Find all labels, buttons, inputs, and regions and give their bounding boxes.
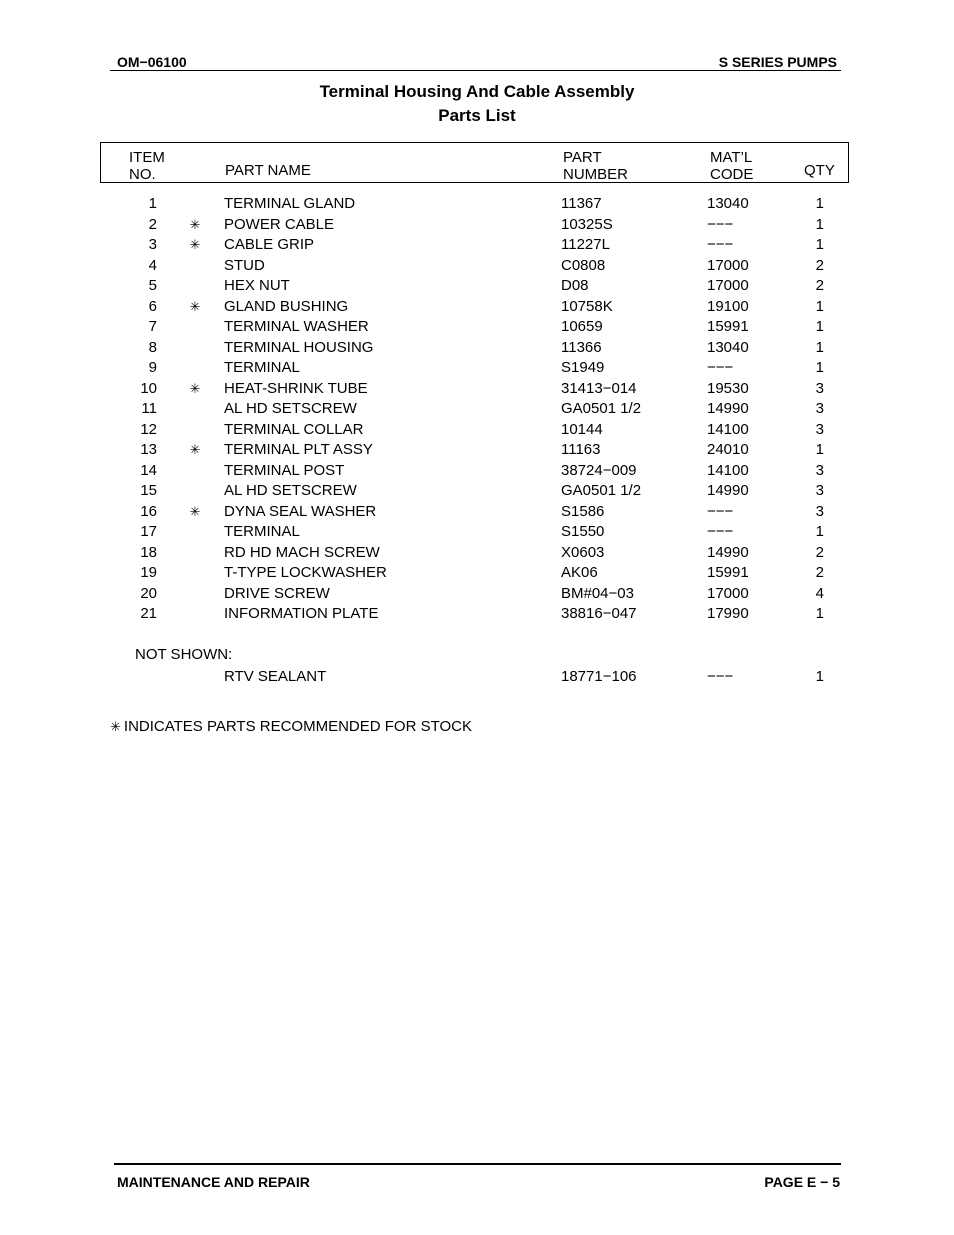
matl-code: 14990 [707,543,749,561]
table-row [0,563,954,584]
qty: 3 [815,461,824,479]
qty: 1 [815,359,824,376]
item-no: 6 [148,297,157,315]
page-number: PAGE E − 5 [764,1174,840,1190]
qty: 2 [815,543,824,561]
part-name: TERMINAL [224,359,300,376]
matl-code: 19530 [707,379,749,397]
item-no: 17 [140,523,157,540]
part-name: RTV SEALANT [224,668,327,685]
table-row [0,338,954,359]
table-row [0,276,954,297]
item-no: 16 [140,502,157,520]
part-name: TERMINAL HOUSING [224,338,374,356]
matl-code: −−− [707,215,734,233]
section-title: MAINTENANCE AND REPAIR [117,1174,310,1190]
col-part-line1: PART [563,149,602,166]
table-row [0,215,954,236]
table-row [0,194,954,215]
stock-asterisk-icon: ✳ [189,442,201,457]
parts-table-body [0,194,954,625]
part-number: GA0501 1/2 [561,482,642,499]
qty: 4 [815,584,824,602]
part-name: TERMINAL POST [224,461,345,479]
matl-code: 19100 [707,297,749,315]
part-name: TERMINAL COLLAR [224,420,364,438]
stock-asterisk-icon: ✳ [189,237,201,252]
part-number: C0808 [561,256,606,274]
table-header [100,142,849,183]
item-no: 18 [140,543,157,561]
series-title: S SERIES PUMPS [718,54,837,70]
stock-note [110,718,472,735]
table-row [0,543,954,564]
part-number: 11227L [561,236,610,253]
part-name: GLAND BUSHING [224,297,349,315]
item-no: 10 [140,379,157,397]
table-row [0,256,954,277]
table-row [0,297,954,318]
not-shown-label: NOT SHOWN: [135,646,233,663]
qty: 2 [815,277,824,294]
matl-code: 17000 [707,277,749,294]
item-no: 3 [148,236,157,253]
part-name: TERMINAL [224,523,300,540]
item-no: 5 [148,277,157,294]
matl-code: 14100 [707,420,749,438]
item-no: 7 [148,318,157,335]
part-name: POWER CABLE [224,215,335,233]
table-row [0,379,954,400]
part-number: 11163 [561,441,601,458]
part-number: D08 [561,277,589,294]
part-number: 11366 [561,338,602,356]
table-row [0,235,954,256]
table-row [0,399,954,420]
col-code-line1: MAT’L [710,149,753,166]
table-row [0,420,954,441]
matl-code: 24010 [707,441,749,458]
header-rule [110,70,841,71]
part-number: S1949 [561,359,605,376]
part-name: RD HD MACH SCREW [224,543,380,561]
qty: 1 [815,297,824,315]
item-no: 1 [148,195,157,212]
table-row [0,440,954,461]
part-name: STUD [224,256,265,274]
item-no: 9 [148,359,157,376]
item-no: 4 [148,256,157,274]
part-number: X0603 [561,543,605,561]
item-no: 14 [140,461,157,479]
qty: 1 [815,605,824,622]
matl-code: −−− [707,236,734,253]
matl-code: 17000 [707,584,749,602]
qty: 1 [815,523,824,540]
qty: 1 [815,668,824,685]
part-name: INFORMATION PLATE [224,605,379,622]
qty: 3 [815,482,824,499]
qty: 1 [815,318,824,335]
footer-rule [114,1163,841,1165]
col-part-number [563,149,628,183]
part-number: 10144 [561,420,603,438]
item-no: 19 [140,564,157,581]
matl-code: 13040 [707,195,749,212]
part-number: S1586 [561,502,605,520]
col-part-line2: NUMBER [563,166,629,183]
part-number: 31413−014 [561,379,637,397]
qty: 1 [815,441,824,458]
table-row [0,481,954,502]
part-number: AK06 [561,564,598,581]
item-no: 2 [148,215,157,233]
table-row [0,502,954,523]
part-number: 10325S [561,215,613,233]
part-name: HEAT-SHRINK TUBE [224,379,368,397]
table-row [0,461,954,482]
matl-code: −−− [707,359,734,376]
page-title: Terminal Housing And Cable Assembly [319,82,635,101]
item-no: 20 [140,584,157,602]
stock-asterisk-icon: ✳ [189,298,201,314]
col-item-no [129,149,165,183]
matl-code: −−− [707,668,734,685]
part-name: DYNA SEAL WASHER [224,502,377,520]
qty: 3 [815,379,824,397]
table-row [0,522,954,543]
part-number: 38724−009 [561,461,637,479]
matl-code: 15991 [707,564,749,581]
col-item-line1: ITEM [129,149,165,166]
part-name: HEX NUT [224,277,290,294]
part-number: 10758K [561,297,613,315]
matl-code: 15991 [707,318,749,335]
qty: 1 [815,195,824,212]
col-item-line2: NO. [129,166,156,183]
table-row [0,604,954,625]
asterisk-icon: ✳ [110,719,121,734]
part-number: GA0501 1/2 [561,400,642,417]
stock-asterisk-icon: ✳ [189,503,201,519]
matl-code: 13040 [707,338,749,356]
part-name: T-TYPE LOCKWASHER [224,564,387,581]
not-shown-row [0,667,954,687]
part-name: TERMINAL GLAND [224,195,356,212]
qty: 1 [815,236,824,253]
part-name: CABLE GRIP [224,236,315,253]
qty: 1 [815,215,824,233]
part-number: S1550 [561,523,605,540]
item-no: 13 [140,441,157,458]
document-number: OM−06100 [117,54,187,70]
matl-code: 17000 [707,256,749,274]
part-number: 10659 [561,318,603,335]
table-row [0,358,954,379]
col-matl-code [710,149,753,183]
matl-code: 14990 [707,482,749,499]
item-no: 12 [140,420,157,438]
matl-code: 17990 [707,605,749,622]
part-number: 11367 [561,195,602,212]
matl-code: 14100 [707,461,749,479]
matl-code: −−− [707,502,734,520]
page-subtitle: Parts List [438,106,516,125]
qty: 3 [815,400,824,417]
part-name: TERMINAL WASHER [224,318,369,335]
qty: 2 [815,564,824,581]
col-part-name: PART NAME [225,162,311,179]
item-no: 15 [140,482,157,499]
qty: 3 [815,502,824,520]
item-no: 21 [140,605,157,622]
part-number: BM#04−03 [561,584,634,602]
table-row [0,584,954,605]
table-row [0,317,954,338]
qty: 1 [815,338,824,356]
item-no: 11 [141,400,157,417]
stock-asterisk-icon: ✳ [189,216,201,232]
part-name: DRIVE SCREW [224,584,330,602]
matl-code: −−− [707,523,734,540]
part-number: 18771−106 [561,668,637,685]
qty: 2 [815,256,824,274]
stock-asterisk-icon: ✳ [189,380,201,396]
col-qty: QTY [804,162,835,179]
part-number: 38816−047 [561,605,637,622]
part-name: TERMINAL PLT ASSY [224,441,373,458]
stock-note-text: INDICATES PARTS RECOMMENDED FOR STOCK [123,718,472,735]
item-no: 8 [148,338,157,356]
part-name: AL HD SETSCREW [224,482,357,499]
qty: 3 [815,420,824,438]
col-code-line2: CODE [710,166,754,183]
matl-code: 14990 [707,400,749,417]
part-name: AL HD SETSCREW [224,400,357,417]
